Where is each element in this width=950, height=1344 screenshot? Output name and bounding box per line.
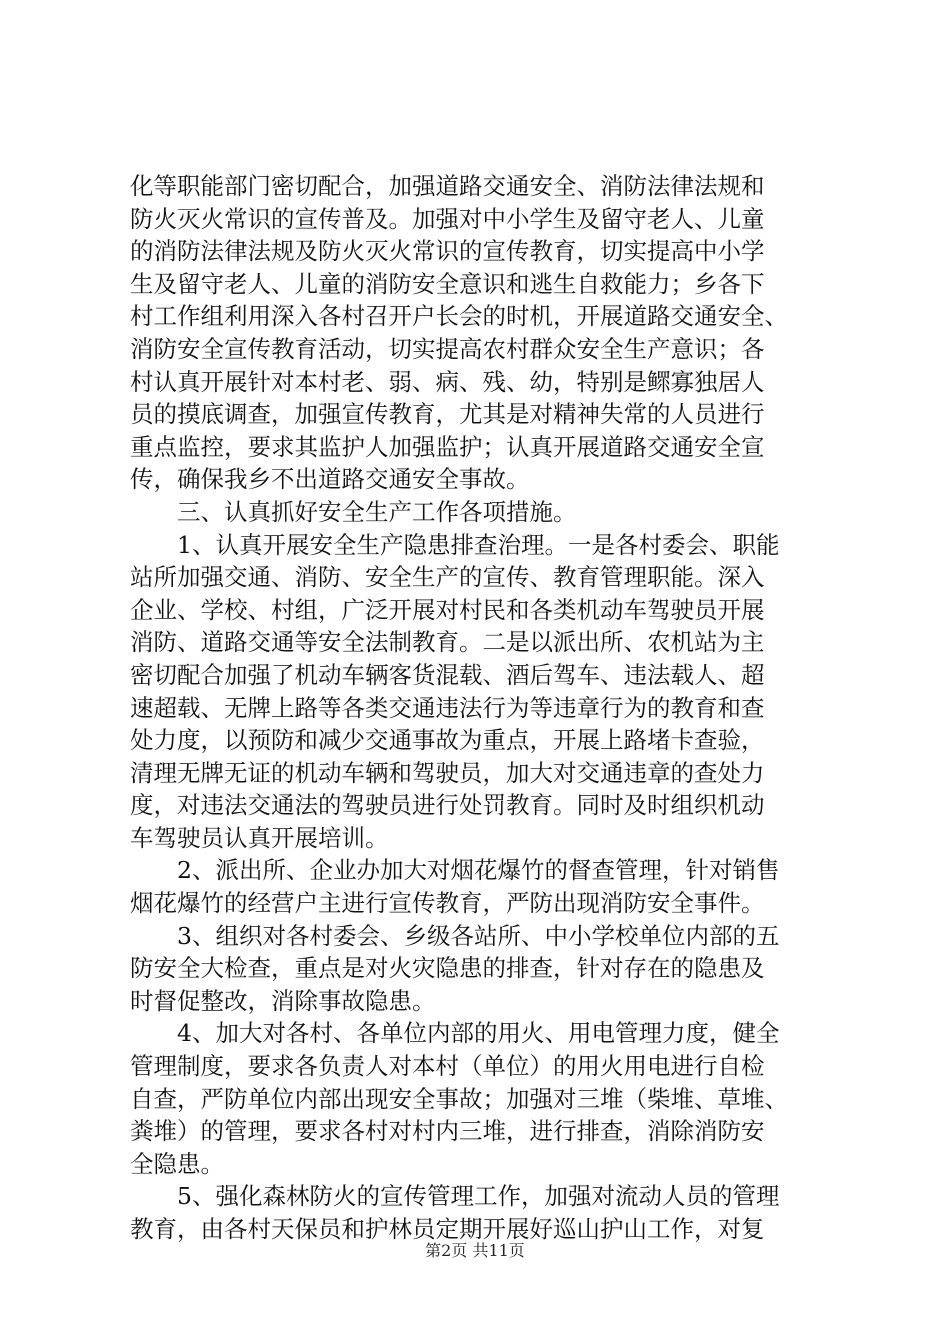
text-line: 烟花爆竹的经营户主进行宣传教育，严防出现消防安全事件。 — [130, 889, 765, 918]
text-line: 重点监控，要求其监护人加强监护；认真开展道路交通安全宣 — [130, 432, 765, 461]
text-line: 自查，严防单位内部出现安全事故；加强对三堆（柴堆、草堆、 — [130, 1084, 788, 1113]
text-line: 1、认真开展安全生产隐患排查治理。一是各村委会、职能 — [130, 530, 780, 559]
text-line: 教育，由各村天保员和护林员定期开展好巡山护山工作，对复 — [130, 1215, 765, 1243]
text-line: 员的摸底调查，加强宣传教育，尤其是对精神失常的人员进行 — [130, 400, 765, 429]
text-line: 密切配合加强了机动车辆客货混载、酒后驾车、违法载人、超 — [130, 660, 765, 689]
section-heading: 三、认真抓好安全生产工作各项措施。 — [130, 497, 577, 526]
text-line: 的消防法律法规及防火灭火常识的宣传教育，切实提高中小学 — [130, 237, 765, 266]
text-line: 企业、学校、村组，广泛开展对村民和各类机动车驾驶员开展 — [130, 595, 765, 624]
text-line: 度，对违法交通法的驾驶员进行处罚教育。同时及时组织机动 — [130, 791, 765, 820]
text-line: 4、加大对各村、各单位内部的用火、用电管理力度，健全 — [130, 1019, 780, 1048]
text-line: 3、组织对各村委会、乡级各站所、中小学校单位内部的五 — [130, 921, 780, 950]
text-line: 管理制度，要求各负责人对本村（单位）的用火用电进行自检 — [130, 1052, 765, 1081]
text-line: 消防、道路交通等安全法制教育。二是以派出所、农机站为主 — [130, 628, 765, 657]
text-line: 处力度，以预防和减少交通事故为重点，开展上路堵卡查验， — [130, 726, 765, 755]
document-body — [130, 170, 834, 1246]
text-line: 清理无牌无证的机动车辆和驾驶员，加大对交通违章的查处力 — [130, 758, 765, 787]
text-line: 传，确保我乡不出道路交通安全事故。 — [130, 465, 530, 494]
text-line: 化等职能部门密切配合，加强道路交通安全、消防法律法规和 — [130, 172, 765, 200]
text-line: 5、强化森林防火的宣传管理工作，加强对流动人员的管理 — [130, 1182, 780, 1211]
text-line: 村工作组利用深入各村召开户长会的时机，开展道路交通安全、 — [130, 302, 788, 331]
text-line: 站所加强交通、消防、安全生产的宣传、教育管理职能。深入 — [130, 563, 765, 592]
text-line: 村认真开展针对本村老、弱、病、残、幼，特别是鳏寡独居人 — [130, 367, 765, 396]
page-number-footer: 第2页 共11页 — [425, 1241, 525, 1260]
text-line: 粪堆）的管理，要求各村对村内三堆，进行排查，消除消防安 — [130, 1117, 765, 1146]
text-line: 防安全大检查，重点是对火灾隐患的排查，针对存在的隐患及 — [130, 954, 765, 983]
text-line: 全隐患。 — [130, 1149, 224, 1178]
text-line: 速超载、无牌上路等各类交通违法行为等违章行为的教育和查 — [130, 693, 765, 722]
text-line: 2、派出所、企业办加大对烟花爆竹的督查管理，针对销售 — [130, 856, 780, 885]
text-line: 车驾驶员认真开展培训。 — [130, 823, 389, 852]
text-line: 生及留守老人、儿童的消防安全意识和逃生自救能力；乡各下 — [130, 269, 765, 298]
text-line: 消防安全宣传教育活动，切实提高农村群众安全生产意识；各 — [130, 334, 765, 363]
text-line: 防火灭火常识的宣传普及。加强对中小学生及留守老人、儿童 — [130, 204, 765, 233]
text-line: 时督促整改，消除事故隐患。 — [130, 986, 436, 1015]
